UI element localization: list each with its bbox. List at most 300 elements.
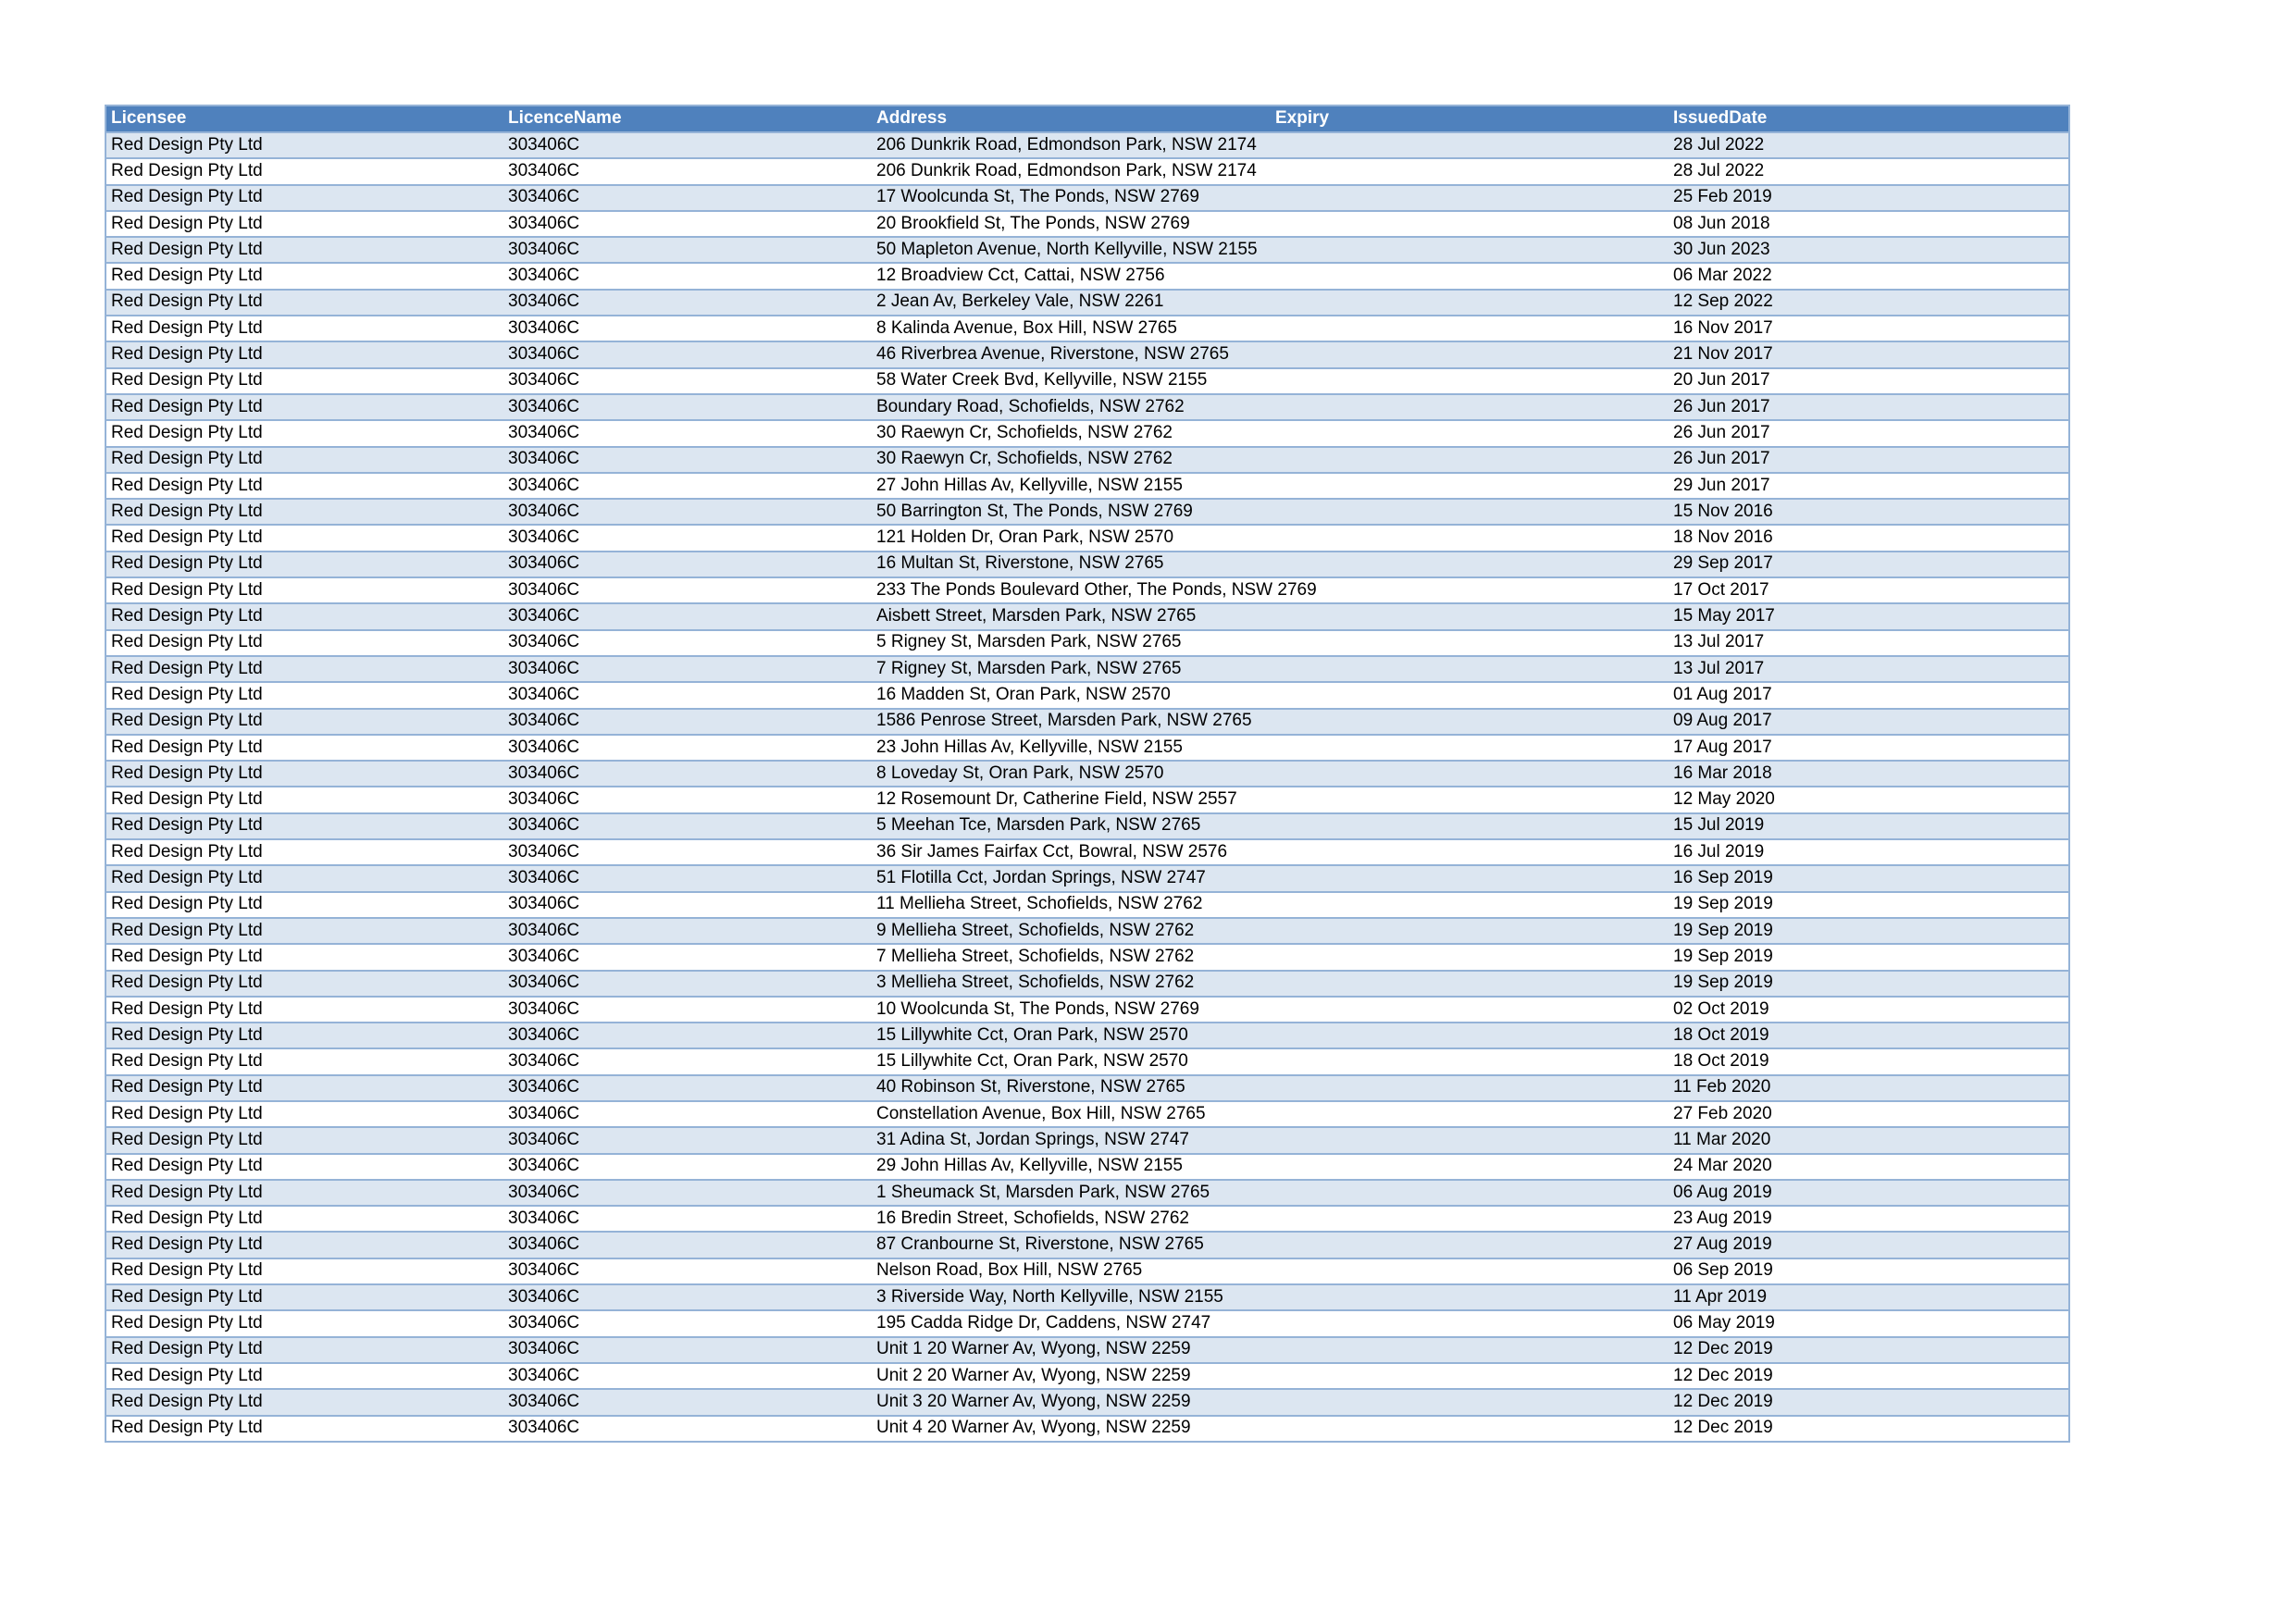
column-header-licensee: Licensee (105, 105, 503, 132)
cell-issueddate: 12 May 2020 (1673, 789, 1775, 810)
cell-address: 16 Madden St, Oran Park, NSW 2570 (876, 684, 1171, 704)
table-row (105, 892, 2069, 918)
cell-licencename: 303406C (508, 422, 580, 442)
cell-licencename: 303406C (508, 553, 580, 574)
cell-address: 1 Sheumack St, Marsden Park, NSW 2765 (876, 1182, 1210, 1202)
cell-issueddate: 12 Dec 2019 (1673, 1391, 1773, 1411)
cell-issueddate: 20 Jun 2017 (1673, 370, 1770, 391)
cell-issueddate: 16 Jul 2019 (1673, 841, 1765, 862)
cell-licencename: 303406C (508, 213, 580, 233)
cell-licencename: 303406C (508, 711, 580, 731)
cell-issueddate: 19 Sep 2019 (1673, 920, 1773, 940)
cell-issueddate: 16 Nov 2017 (1673, 317, 1773, 338)
cell-licencename: 303406C (508, 1339, 580, 1359)
cell-licencename: 303406C (508, 1182, 580, 1202)
cell-licensee: Red Design Pty Ltd (111, 815, 263, 836)
cell-issueddate: 18 Oct 2019 (1673, 1024, 1769, 1045)
cell-issueddate: 11 Apr 2019 (1673, 1286, 1768, 1307)
cell-issueddate: 19 Sep 2019 (1673, 946, 1773, 966)
cell-issueddate: 01 Aug 2017 (1673, 684, 1772, 704)
table-row (105, 813, 2069, 839)
table-row (105, 709, 2069, 735)
cell-issueddate: 16 Sep 2019 (1673, 868, 1773, 888)
table-row (105, 394, 2069, 420)
cell-address: 16 Multan St, Riverstone, NSW 2765 (876, 553, 1164, 574)
cell-address: 5 Rigney St, Marsden Park, NSW 2765 (876, 632, 1182, 652)
cell-expiry (1271, 603, 1669, 629)
table-row (105, 971, 2069, 997)
cell-issueddate: 08 Jun 2018 (1673, 213, 1770, 233)
cell-expiry (1271, 473, 1669, 499)
cell-licensee: Red Design Pty Ltd (111, 422, 263, 442)
cell-licensee: Red Design Pty Ltd (111, 1286, 263, 1307)
cell-licensee: Red Design Pty Ltd (111, 527, 263, 548)
cell-address: 5 Meehan Tce, Marsden Park, NSW 2765 (876, 815, 1201, 836)
cell-licencename: 303406C (508, 239, 580, 259)
table-row (105, 1337, 2069, 1363)
cell-issueddate: 06 Sep 2019 (1673, 1260, 1773, 1281)
table-row (105, 735, 2069, 761)
cell-address: Boundary Road, Schofields, NSW 2762 (876, 396, 1185, 416)
cell-licensee: Red Design Pty Ltd (111, 1051, 263, 1072)
table-row (105, 237, 2069, 263)
cell-address: 51 Flotilla Cct, Jordan Springs, NSW 2747 (876, 868, 1206, 888)
cell-licensee: Red Design Pty Ltd (111, 1077, 263, 1097)
cell-licensee: Red Design Pty Ltd (111, 344, 263, 365)
cell-licencename: 303406C (508, 1260, 580, 1281)
cell-licensee: Red Design Pty Ltd (111, 1208, 263, 1228)
cell-expiry (1271, 394, 1669, 420)
table-row (105, 1389, 2069, 1415)
cell-licensee: Red Design Pty Ltd (111, 1260, 263, 1281)
table-row (105, 185, 2069, 211)
cell-address: 40 Robinson St, Riverstone, NSW 2765 (876, 1077, 1185, 1097)
column-header-licencename: LicenceName (503, 105, 872, 132)
cell-address: Nelson Road, Box Hill, NSW 2765 (876, 1260, 1143, 1281)
table-row (105, 1206, 2069, 1232)
cell-licensee: Red Design Pty Ltd (111, 711, 263, 731)
cell-issueddate: 24 Mar 2020 (1673, 1156, 1772, 1176)
cell-expiry (1271, 761, 1669, 787)
cell-address: 16 Bredin Street, Schofields, NSW 2762 (876, 1208, 1189, 1228)
cell-licencename: 303406C (508, 344, 580, 365)
cell-licencename: 303406C (508, 370, 580, 391)
cell-issueddate: 02 Oct 2019 (1673, 998, 1769, 1019)
cell-issueddate: 19 Sep 2019 (1673, 973, 1773, 993)
cell-expiry (1271, 132, 1669, 158)
table-row (105, 603, 2069, 629)
table-row (105, 944, 2069, 970)
cell-licensee: Red Design Pty Ltd (111, 998, 263, 1019)
table-row (105, 918, 2069, 944)
cell-address: 31 Adina St, Jordan Springs, NSW 2747 (876, 1129, 1189, 1149)
cell-issueddate: 15 Jul 2019 (1673, 815, 1765, 836)
cell-issueddate: 09 Aug 2017 (1673, 711, 1772, 731)
cell-address: 50 Mapleton Avenue, North Kellyville, NSW 2155 (876, 239, 1258, 259)
cell-issueddate: 13 Jul 2017 (1673, 632, 1765, 652)
cell-licencename: 303406C (508, 1208, 580, 1228)
cell-licencename: 303406C (508, 1051, 580, 1072)
cell-address: 195 Cadda Ridge Dr, Caddens, NSW 2747 (876, 1313, 1211, 1333)
cell-expiry (1271, 630, 1669, 656)
cell-issueddate: 19 Sep 2019 (1673, 894, 1773, 914)
cell-expiry (1271, 158, 1669, 184)
cell-licencename: 303406C (508, 658, 580, 678)
cell-expiry (1271, 944, 1669, 970)
table-row (105, 211, 2069, 237)
cell-expiry (1271, 1127, 1669, 1153)
cell-licencename: 303406C (508, 1286, 580, 1307)
cell-licensee: Red Design Pty Ltd (111, 161, 263, 180)
table-row (105, 1416, 2069, 1442)
table-row (105, 865, 2069, 891)
cell-licencename: 303406C (508, 1313, 580, 1333)
cell-address: 30 Raewyn Cr, Schofields, NSW 2762 (876, 449, 1173, 469)
cell-expiry (1271, 290, 1669, 316)
table-row (105, 656, 2069, 682)
cell-expiry (1271, 237, 1669, 263)
cell-licencename: 303406C (508, 920, 580, 940)
table-row (105, 1127, 2069, 1153)
cell-licencename: 303406C (508, 317, 580, 338)
table-row (105, 525, 2069, 551)
cell-expiry (1271, 447, 1669, 473)
cell-address: 3 Mellieha Street, Schofields, NSW 2762 (876, 973, 1195, 993)
table-row (105, 577, 2069, 603)
cell-issueddate: 29 Jun 2017 (1673, 475, 1770, 495)
table-row (105, 1154, 2069, 1180)
cell-expiry (1271, 341, 1669, 367)
licence-table (105, 105, 2070, 1443)
cell-licensee: Red Design Pty Ltd (111, 266, 263, 286)
cell-expiry (1271, 577, 1669, 603)
cell-address: 15 Lillywhite Cct, Oran Park, NSW 2570 (876, 1051, 1188, 1072)
cell-address: 27 John Hillas Av, Kellyville, NSW 2155 (876, 475, 1183, 495)
cell-licensee: Red Design Pty Ltd (111, 1129, 263, 1149)
cell-licencename: 303406C (508, 1024, 580, 1045)
cell-issueddate: 27 Aug 2019 (1673, 1234, 1772, 1255)
table-row (105, 787, 2069, 812)
cell-licensee: Red Design Pty Ltd (111, 1156, 263, 1176)
cell-licensee: Red Design Pty Ltd (111, 762, 263, 783)
cell-licensee: Red Design Pty Ltd (111, 973, 263, 993)
cell-licensee: Red Design Pty Ltd (111, 1339, 263, 1359)
cell-licencename: 303406C (508, 579, 580, 600)
cell-licencename: 303406C (508, 894, 580, 914)
cell-licencename: 303406C (508, 449, 580, 469)
cell-licencename: 303406C (508, 266, 580, 286)
cell-address: 7 Rigney St, Marsden Park, NSW 2765 (876, 658, 1182, 678)
cell-address: 36 Sir James Fairfax Cct, Bowral, NSW 2576 (876, 841, 1228, 862)
cell-address: Unit 1 20 Warner Av, Wyong, NSW 2259 (876, 1339, 1191, 1359)
table-row (105, 341, 2069, 367)
cell-expiry (1271, 420, 1669, 446)
cell-licencename: 303406C (508, 1129, 580, 1149)
cell-licencename: 303406C (508, 161, 580, 180)
cell-issueddate: 23 Aug 2019 (1673, 1208, 1772, 1228)
cell-address: 1586 Penrose Street, Marsden Park, NSW 2765 (876, 711, 1252, 731)
cell-expiry (1271, 263, 1669, 289)
cell-address: Constellation Avenue, Box Hill, NSW 2765 (876, 1103, 1206, 1123)
cell-licensee: Red Design Pty Ltd (111, 606, 263, 626)
cell-issueddate: 13 Jul 2017 (1673, 658, 1765, 678)
cell-issueddate: 11 Mar 2020 (1673, 1129, 1771, 1149)
cell-expiry (1271, 1023, 1669, 1048)
cell-licensee: Red Design Pty Ltd (111, 449, 263, 469)
cell-address: 11 Mellieha Street, Schofields, NSW 2762 (876, 894, 1203, 914)
cell-licensee: Red Design Pty Ltd (111, 841, 263, 862)
table-row (105, 316, 2069, 341)
cell-licencename: 303406C (508, 973, 580, 993)
cell-issueddate: 17 Oct 2017 (1673, 579, 1769, 600)
cell-address: Unit 3 20 Warner Av, Wyong, NSW 2259 (876, 1391, 1191, 1411)
cell-issueddate: 29 Sep 2017 (1673, 553, 1773, 574)
cell-expiry (1271, 1258, 1669, 1284)
cell-expiry (1271, 1337, 1669, 1363)
cell-address: 87 Cranbourne St, Riverstone, NSW 2765 (876, 1234, 1204, 1255)
cell-address: 30 Raewyn Cr, Schofields, NSW 2762 (876, 422, 1173, 442)
cell-expiry (1271, 368, 1669, 394)
cell-issueddate: 25 Feb 2019 (1673, 187, 1772, 207)
cell-expiry (1271, 918, 1669, 944)
cell-expiry (1271, 735, 1669, 761)
cell-licensee: Red Design Pty Ltd (111, 684, 263, 704)
cell-licensee: Red Design Pty Ltd (111, 475, 263, 495)
cell-address: 7 Mellieha Street, Schofields, NSW 2762 (876, 946, 1195, 966)
cell-issueddate: 12 Dec 2019 (1673, 1418, 1773, 1438)
cell-address: 46 Riverbrea Avenue, Riverstone, NSW 2765 (876, 344, 1229, 365)
cell-licensee: Red Design Pty Ltd (111, 1182, 263, 1202)
cell-expiry (1271, 1075, 1669, 1101)
table-row (105, 499, 2069, 525)
cell-address: 9 Mellieha Street, Schofields, NSW 2762 (876, 920, 1195, 940)
cell-licensee: Red Design Pty Ltd (111, 1024, 263, 1045)
cell-issueddate: 18 Nov 2016 (1673, 527, 1773, 548)
cell-expiry (1271, 1180, 1669, 1206)
cell-expiry (1271, 997, 1669, 1023)
cell-licencename: 303406C (508, 1418, 580, 1438)
cell-issueddate: 18 Oct 2019 (1673, 1051, 1769, 1072)
cell-address: Aisbett Street, Marsden Park, NSW 2765 (876, 606, 1197, 626)
cell-licensee: Red Design Pty Ltd (111, 946, 263, 966)
cell-expiry (1271, 839, 1669, 865)
cell-address: 121 Holden Dr, Oran Park, NSW 2570 (876, 527, 1174, 548)
column-header-issueddate: IssuedDate (1669, 105, 2069, 132)
cell-expiry (1271, 316, 1669, 341)
cell-licensee: Red Design Pty Ltd (111, 239, 263, 259)
table-row (105, 552, 2069, 577)
cell-issueddate: 06 Aug 2019 (1673, 1182, 1772, 1202)
cell-licencename: 303406C (508, 527, 580, 548)
table-row (105, 1310, 2069, 1336)
cell-licensee: Red Design Pty Ltd (111, 1391, 263, 1411)
table-row (105, 1048, 2069, 1074)
cell-licencename: 303406C (508, 632, 580, 652)
cell-issueddate: 06 May 2019 (1673, 1313, 1775, 1333)
cell-address: 233 The Ponds Boulevard Other, The Ponds, NSW 2769 (876, 579, 1317, 600)
cell-address: 12 Rosemount Dr, Catherine Field, NSW 2557 (876, 789, 1237, 810)
cell-expiry (1271, 892, 1669, 918)
cell-issueddate: 28 Jul 2022 (1673, 161, 1765, 180)
cell-licencename: 303406C (508, 868, 580, 888)
cell-licencename: 303406C (508, 501, 580, 521)
cell-issueddate: 06 Mar 2022 (1673, 266, 1772, 286)
cell-address: 206 Dunkrik Road, Edmondson Park, NSW 2174 (876, 134, 1257, 155)
cell-address: 206 Dunkrik Road, Edmondson Park, NSW 2174 (876, 161, 1257, 180)
cell-address: 17 Woolcunda St, The Ponds, NSW 2769 (876, 187, 1199, 207)
cell-licencename: 303406C (508, 684, 580, 704)
cell-address: 2 Jean Av, Berkeley Vale, NSW 2261 (876, 291, 1164, 312)
table-row (105, 761, 2069, 787)
cell-issueddate: 26 Jun 2017 (1673, 422, 1770, 442)
cell-address: 12 Broadview Cct, Cattai, NSW 2756 (876, 266, 1165, 286)
cell-licensee: Red Design Pty Ltd (111, 868, 263, 888)
column-header-address: Address (872, 105, 1271, 132)
cell-address: 8 Kalinda Avenue, Box Hill, NSW 2765 (876, 317, 1177, 338)
cell-issueddate: 12 Sep 2022 (1673, 291, 1773, 312)
cell-licensee: Red Design Pty Ltd (111, 553, 263, 574)
cell-licencename: 303406C (508, 815, 580, 836)
cell-address: 15 Lillywhite Cct, Oran Park, NSW 2570 (876, 1024, 1188, 1045)
table-row (105, 1101, 2069, 1127)
cell-licencename: 303406C (508, 998, 580, 1019)
cell-address: Unit 2 20 Warner Av, Wyong, NSW 2259 (876, 1365, 1191, 1385)
cell-licencename: 303406C (508, 187, 580, 207)
cell-expiry (1271, 971, 1669, 997)
cell-licensee: Red Design Pty Ltd (111, 1365, 263, 1385)
cell-licensee: Red Design Pty Ltd (111, 370, 263, 391)
cell-expiry (1271, 1101, 1669, 1127)
cell-expiry (1271, 865, 1669, 891)
cell-licensee: Red Design Pty Ltd (111, 501, 263, 521)
cell-issueddate: 15 Nov 2016 (1673, 501, 1773, 521)
cell-licensee: Red Design Pty Ltd (111, 658, 263, 678)
cell-licencename: 303406C (508, 1391, 580, 1411)
table-row (105, 290, 2069, 316)
cell-address: 8 Loveday St, Oran Park, NSW 2570 (876, 762, 1164, 783)
cell-issueddate: 28 Jul 2022 (1673, 134, 1765, 155)
table-body (105, 132, 2069, 1442)
cell-expiry (1271, 709, 1669, 735)
cell-issueddate: 12 Dec 2019 (1673, 1339, 1773, 1359)
cell-expiry (1271, 1206, 1669, 1232)
table-row (105, 997, 2069, 1023)
cell-expiry (1271, 1232, 1669, 1258)
cell-licensee: Red Design Pty Ltd (111, 187, 263, 207)
cell-licensee: Red Design Pty Ltd (111, 1103, 263, 1123)
cell-expiry (1271, 656, 1669, 682)
cell-licensee: Red Design Pty Ltd (111, 317, 263, 338)
cell-licencename: 303406C (508, 946, 580, 966)
table-row (105, 473, 2069, 499)
cell-licensee: Red Design Pty Ltd (111, 1234, 263, 1255)
cell-licencename: 303406C (508, 1103, 580, 1123)
cell-licencename: 303406C (508, 841, 580, 862)
cell-expiry (1271, 1389, 1669, 1415)
cell-expiry (1271, 1154, 1669, 1180)
table-row (105, 839, 2069, 865)
cell-licencename: 303406C (508, 134, 580, 155)
table-row (105, 263, 2069, 289)
cell-licencename: 303406C (508, 396, 580, 416)
cell-licencename: 303406C (508, 1156, 580, 1176)
cell-licencename: 303406C (508, 737, 580, 757)
column-header-expiry: Expiry (1271, 105, 1669, 132)
cell-address: Unit 4 20 Warner Av, Wyong, NSW 2259 (876, 1418, 1191, 1438)
cell-expiry (1271, 787, 1669, 812)
cell-licensee: Red Design Pty Ltd (111, 291, 263, 312)
table-row (105, 1232, 2069, 1258)
table-row (105, 630, 2069, 656)
cell-expiry (1271, 1284, 1669, 1310)
cell-expiry (1271, 185, 1669, 211)
cell-licencename: 303406C (508, 475, 580, 495)
cell-issueddate: 17 Aug 2017 (1673, 737, 1772, 757)
table-row (105, 1284, 2069, 1310)
cell-licensee: Red Design Pty Ltd (111, 134, 263, 155)
cell-expiry (1271, 552, 1669, 577)
cell-expiry (1271, 1310, 1669, 1336)
table-row (105, 1363, 2069, 1389)
cell-expiry (1271, 211, 1669, 237)
table-row (105, 682, 2069, 708)
cell-address: 50 Barrington St, The Ponds, NSW 2769 (876, 501, 1193, 521)
table-row (105, 1075, 2069, 1101)
cell-licensee: Red Design Pty Ltd (111, 894, 263, 914)
cell-expiry (1271, 1416, 1669, 1442)
cell-issueddate: 27 Feb 2020 (1673, 1103, 1772, 1123)
cell-licensee: Red Design Pty Ltd (111, 1313, 263, 1333)
cell-expiry (1271, 813, 1669, 839)
cell-issueddate: 16 Mar 2018 (1673, 762, 1772, 783)
cell-licensee: Red Design Pty Ltd (111, 579, 263, 600)
cell-issueddate: 11 Feb 2020 (1673, 1077, 1771, 1097)
cell-licensee: Red Design Pty Ltd (111, 920, 263, 940)
cell-licencename: 303406C (508, 1077, 580, 1097)
cell-issueddate: 30 Jun 2023 (1673, 239, 1770, 259)
cell-licensee: Red Design Pty Ltd (111, 1418, 263, 1438)
cell-licencename: 303406C (508, 1234, 580, 1255)
table-row (105, 158, 2069, 184)
header-row (105, 105, 2069, 132)
table-row (105, 132, 2069, 158)
cell-issueddate: 26 Jun 2017 (1673, 449, 1770, 469)
cell-address: 29 John Hillas Av, Kellyville, NSW 2155 (876, 1156, 1183, 1176)
cell-address: 10 Woolcunda St, The Ponds, NSW 2769 (876, 998, 1199, 1019)
cell-licencename: 303406C (508, 762, 580, 783)
cell-licensee: Red Design Pty Ltd (111, 396, 263, 416)
table-row (105, 1023, 2069, 1048)
cell-address: 3 Riverside Way, North Kellyville, NSW 2155 (876, 1286, 1223, 1307)
cell-expiry (1271, 525, 1669, 551)
cell-expiry (1271, 1048, 1669, 1074)
cell-issueddate: 21 Nov 2017 (1673, 344, 1773, 365)
cell-licencename: 303406C (508, 606, 580, 626)
cell-licensee: Red Design Pty Ltd (111, 789, 263, 810)
cell-licensee: Red Design Pty Ltd (111, 632, 263, 652)
cell-address: 20 Brookfield St, The Ponds, NSW 2769 (876, 213, 1190, 233)
table-row (105, 420, 2069, 446)
table-row (105, 368, 2069, 394)
cell-licencename: 303406C (508, 789, 580, 810)
cell-licencename: 303406C (508, 291, 580, 312)
cell-issueddate: 12 Dec 2019 (1673, 1365, 1773, 1385)
cell-issueddate: 15 May 2017 (1673, 606, 1775, 626)
table-row (105, 1180, 2069, 1206)
cell-licencename: 303406C (508, 1365, 580, 1385)
table-row (105, 447, 2069, 473)
cell-expiry (1271, 499, 1669, 525)
